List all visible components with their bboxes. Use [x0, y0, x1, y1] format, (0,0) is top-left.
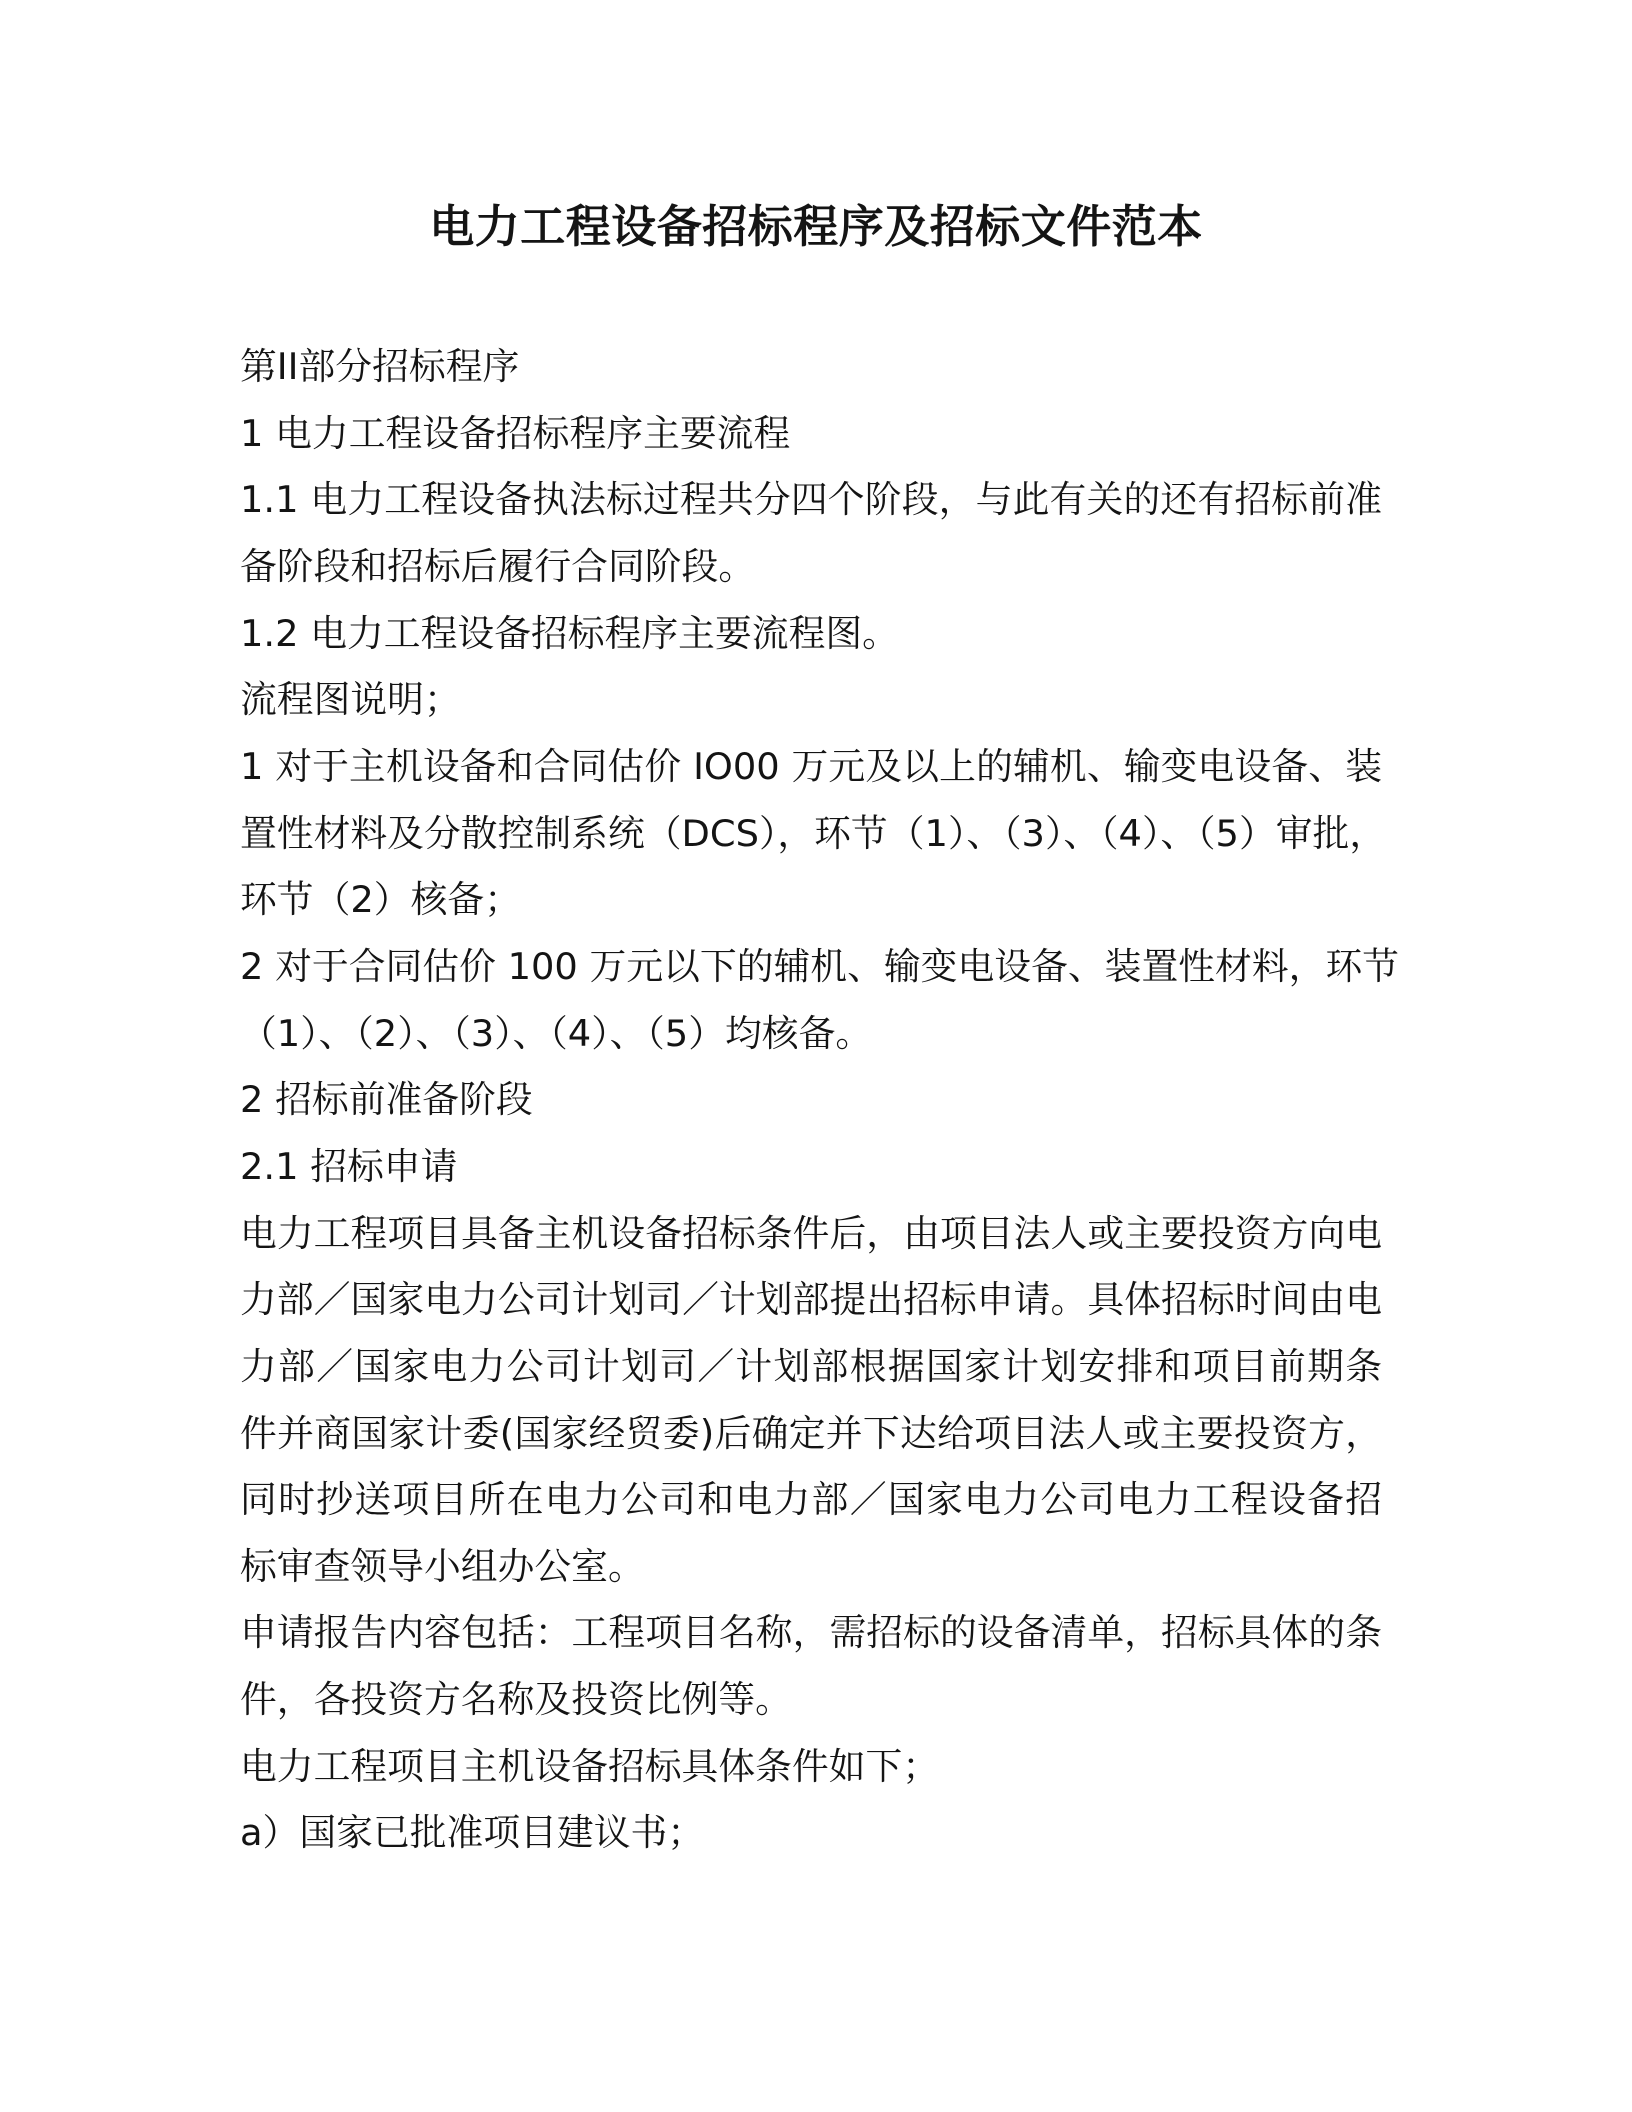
text-line: 流程图说明； [240, 678, 461, 722]
paragraph [240, 1734, 1382, 1801]
text-line: 1 对于主机设备和合同估价 IO00 万元及以上的辅机、输变电设备、装 [240, 744, 1382, 788]
paragraph [240, 467, 1382, 600]
text-line: 申请报告内容包括：工程项目名称，需招标的设备清单，招标具体的条 [240, 1611, 1382, 1655]
subsection-heading [240, 1134, 1382, 1201]
text-line: 第II部分招标程序 [240, 345, 520, 388]
text-line: 1.1 电力工程设备执法标过程共分四个阶段，与此有关的还有招标前准 [240, 478, 1382, 522]
text-line: 力部／国家电力公司计划司／计划部根据国家计划安排和项目前期条 [240, 1344, 1382, 1388]
text-line: 环节（2）核备； [240, 878, 521, 922]
text-line: 件，各投资方名称及投资比例等。 [240, 1678, 792, 1722]
paragraph [240, 601, 1382, 668]
text-line: 2.1 招标申请 [240, 1144, 458, 1188]
text-line: 力部／国家电力公司计划司／计划部提出招标申请。具体招标时间由电 [240, 1278, 1382, 1322]
paragraph [240, 667, 1382, 734]
text-line: 置性材料及分散控制系统（DCS），环节（1）、（3）、（4）、（5）审批， [240, 811, 1387, 855]
document-title: 电力工程设备招标程序及招标文件范本 [429, 200, 1203, 253]
text-line: 2 招标前准备阶段 [240, 1078, 533, 1122]
text-line: 2 对于合同估价 100 万元以下的辅机、输变电设备、装置性材料，环节 [240, 944, 1400, 988]
text-line: 1.2 电力工程设备招标程序主要流程图。 [240, 611, 899, 655]
text-line: a）国家已批准项目建议书； [240, 1811, 705, 1855]
paragraph [240, 1201, 1382, 1601]
section-heading [240, 401, 1382, 468]
text-line: 1 电力工程设备招标程序主要流程 [240, 411, 791, 455]
section-heading [240, 1067, 1382, 1134]
text-line: 同时抄送项目所在电力公司和电力部／国家电力公司电力工程设备招 [240, 1478, 1382, 1522]
text-line: 备阶段和招标后履行合同阶段。 [240, 544, 756, 588]
list-item [240, 1800, 1382, 1867]
text-line: （1）、（2）、（3）、（4）、（5）均核备。 [240, 1011, 873, 1055]
text-line: 电力工程项目具备主机设备招标条件后，由项目法人或主要投资方向电 [240, 1211, 1382, 1255]
paragraph [240, 1600, 1382, 1733]
text-line: 标审查领导小组办公室。 [240, 1544, 645, 1588]
text-line: 电力工程项目主机设备招标具体条件如下； [240, 1744, 940, 1788]
text-line: 件并商国家计委(国家经贸委)后确定并下达给项目法人或主要投资方， [240, 1411, 1382, 1455]
document-body [240, 334, 1400, 1867]
paragraph [240, 734, 1387, 934]
paragraph [240, 934, 1400, 1067]
part-heading [240, 334, 1382, 401]
